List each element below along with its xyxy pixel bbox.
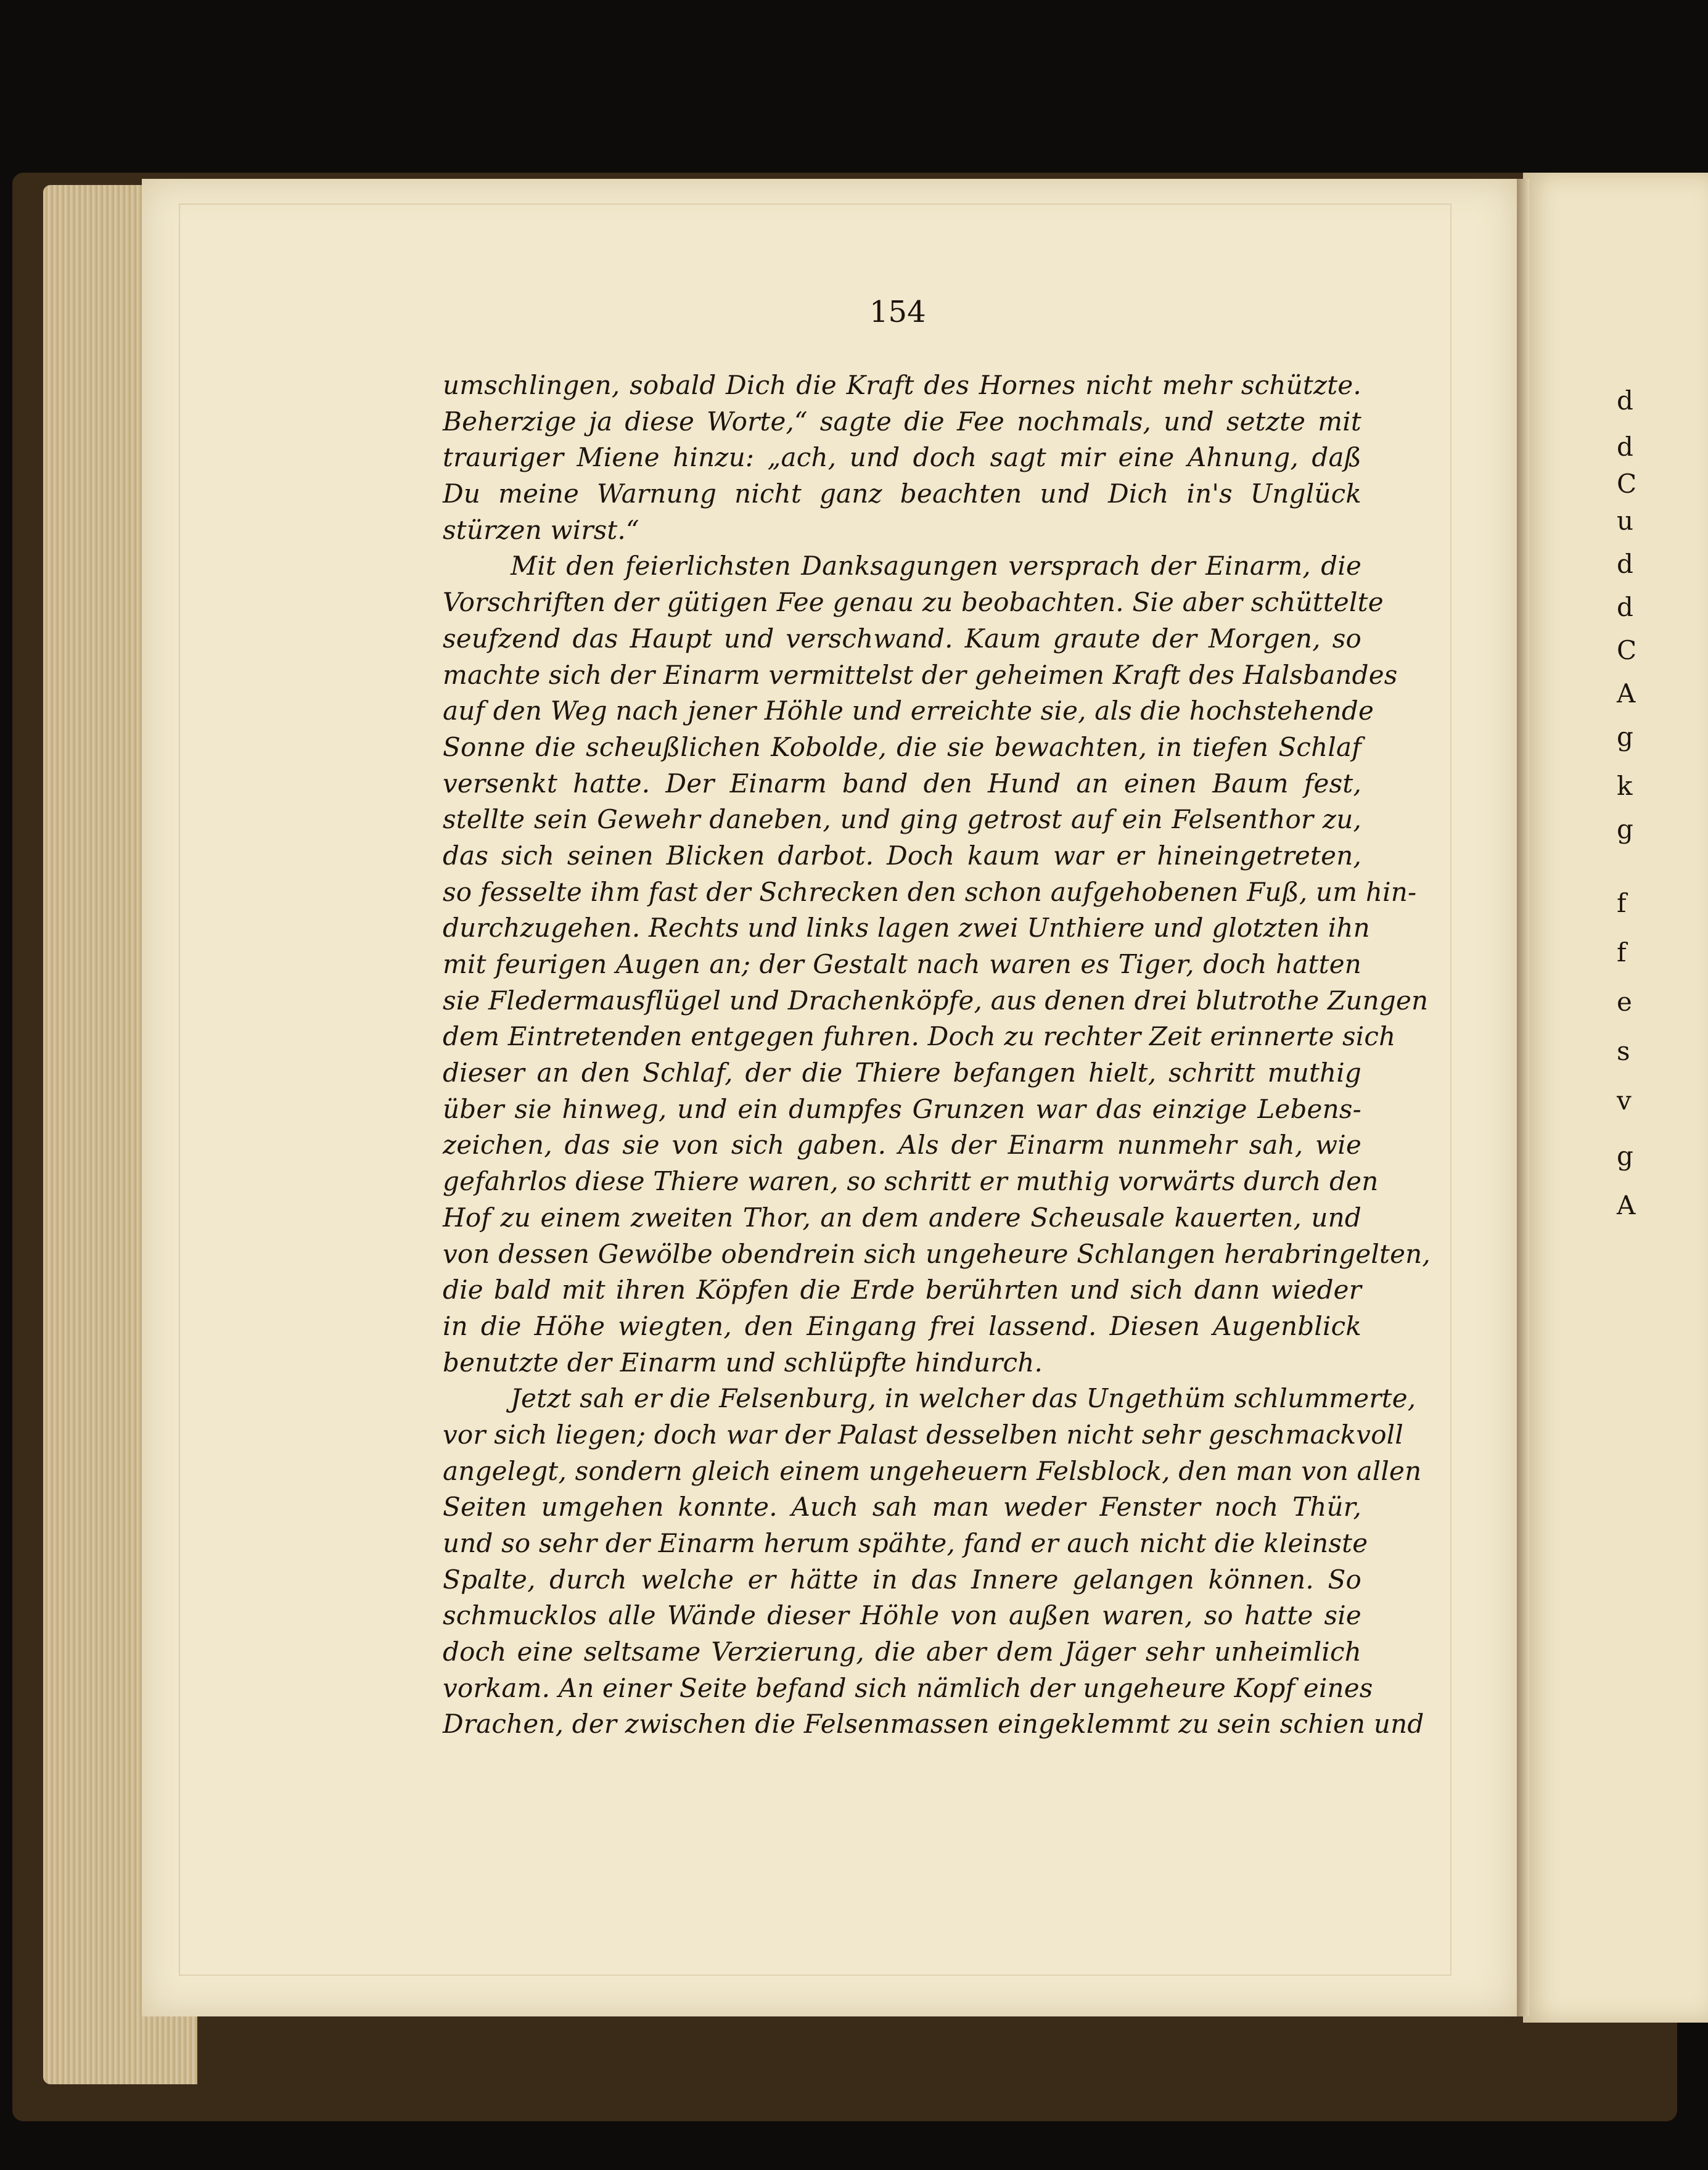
next-page-fragment: C bbox=[1617, 469, 1637, 499]
next-page-fragment: s bbox=[1617, 1036, 1630, 1066]
page-number: 154 bbox=[869, 295, 926, 329]
text-line: Sonne die scheußlichen Kobolde, die sie bewachten, in tiefen Schlaf bbox=[443, 731, 1361, 762]
text-line: von dessen Gewölbe obendrein sich ungeheure Schlangen herabringelten, bbox=[443, 1238, 1431, 1269]
next-page-fragment: C bbox=[1617, 635, 1637, 665]
next-page-fragment: d bbox=[1617, 549, 1633, 579]
text-line: Drachen, der zwischen die Felsenmassen eingeklemmt zu sein schien und bbox=[443, 1709, 1424, 1740]
text-line: stürzen wirst.“ bbox=[443, 514, 639, 545]
text-line: so fesselte ihm fast der Schrecken den schon aufgehobenen Fuß, um hin- bbox=[443, 876, 1417, 907]
next-page-fragment: d bbox=[1617, 385, 1633, 416]
next-page-fragment: f bbox=[1617, 937, 1627, 968]
text-line: durchzugehen. Rechts und links lagen zwei Unthiere und glotzten ihn bbox=[443, 913, 1370, 943]
next-page-fragment: u bbox=[1617, 506, 1634, 536]
text-line: machte sich der Einarm vermittelst der geheimen Kraft des Halsbandes bbox=[443, 659, 1398, 690]
next-page-fragment: v bbox=[1617, 1085, 1632, 1116]
text-line: benutzte der Einarm und schlüpfte hindurch. bbox=[443, 1347, 1043, 1378]
text-line: vorkam. An einer Seite befand sich nämlich der ungeheure Kopf eines bbox=[443, 1672, 1373, 1703]
body-text bbox=[443, 368, 1431, 1743]
next-page-fragment: d bbox=[1617, 592, 1633, 622]
next-page-fragment: d bbox=[1617, 432, 1633, 462]
text-line: in die Höhe wiegten, den Eingang frei lassend. Diesen Augenblick bbox=[443, 1310, 1361, 1341]
next-page-fragment: e bbox=[1617, 987, 1632, 1017]
text-line: Mit den feierlichsten Danksagungen versprach der Einarm, die bbox=[511, 551, 1361, 582]
next-page-fragment: f bbox=[1617, 888, 1627, 918]
text-line: Jetzt sah er die Felsenburg, in welcher das Ungethüm schlummerte, bbox=[511, 1383, 1416, 1414]
next-page-fragment: g bbox=[1617, 721, 1633, 752]
text-line: das sich seinen Blicken darbot. Doch kaum war er hineingetreten, bbox=[443, 840, 1361, 871]
text-line: auf den Weg nach jener Höhle und erreichte sie, als die hochstehende bbox=[443, 696, 1374, 726]
text-line: versenkt hatte. Der Einarm band den Hund an einen Baum fest, bbox=[443, 768, 1361, 799]
text-line: Spalte, durch welche er hätte in das Innere gelangen können. So bbox=[443, 1564, 1361, 1595]
text-line: seufzend das Haupt und verschwand. Kaum graute der Morgen, so bbox=[443, 623, 1361, 654]
text-line: dem Eintretenden entgegen fuhren. Doch zu rechter Zeit erinnerte sich bbox=[443, 1021, 1396, 1052]
paragraph bbox=[443, 548, 1431, 1381]
text-line: schmucklos alle Wände dieser Höhle von außen waren, so hatte sie bbox=[443, 1600, 1361, 1631]
text-line: Hof zu einem zweiten Thor, an dem andere Scheusale kauerten, und bbox=[443, 1202, 1361, 1233]
text-line: dieser an den Schlaf, der die Thiere befangen hielt, schritt muthig bbox=[443, 1058, 1361, 1088]
text-line: die bald mit ihren Köpfen die Erde berührten und sich dann wieder bbox=[443, 1275, 1361, 1305]
next-page-fragment: k bbox=[1617, 771, 1633, 801]
text-line: doch eine seltsame Verzierung, die aber dem Jäger sehr unheimlich bbox=[443, 1637, 1361, 1667]
text-line: Seiten umgehen konnte. Auch sah man weder Fenster noch Thür, bbox=[443, 1492, 1361, 1523]
text-line: stellte sein Gewehr daneben, und ging getrost auf ein Felsenthor zu, bbox=[443, 804, 1361, 835]
next-page-fragment: A bbox=[1617, 678, 1636, 709]
text-line: sie Fledermausflügel und Drachenköpfe, aus denen drei blutrothe Zungen bbox=[443, 985, 1429, 1016]
text-line: umschlingen, sobald Dich die Kraft des Hornes nicht mehr schützte. bbox=[443, 370, 1361, 400]
text-line: angelegt, sondern gleich einem ungeheuern Felsblock, den man von allen bbox=[443, 1455, 1422, 1486]
text-line: Beherzige ja diese Worte,“ sagte die Fee nochmals, und setzte mit bbox=[443, 406, 1361, 437]
text-line: trauriger Miene hinzu: „ach, und doch sagt mir eine Ahnung, daß bbox=[443, 442, 1361, 473]
text-line: über sie hinweg, und ein dumpfes Grunzen war das einzige Lebens- bbox=[443, 1093, 1361, 1124]
text-line: und so sehr der Einarm herum spähte, fand er auch nicht die kleinste bbox=[443, 1528, 1368, 1558]
next-page-fragment: g bbox=[1617, 814, 1633, 844]
paragraph bbox=[443, 1381, 1424, 1743]
text-line: vor sich liegen; doch war der Palast desselben nicht sehr geschmackvoll bbox=[443, 1419, 1403, 1450]
paragraph bbox=[443, 368, 1361, 548]
next-page bbox=[1523, 173, 1708, 2023]
text-line: zeichen, das sie von sich gaben. Als der Einarm nunmehr sah, wie bbox=[443, 1130, 1361, 1161]
text-line: Du meine Warnung nicht ganz beachten und Dich in's Unglück bbox=[443, 479, 1361, 509]
next-page-fragment: g bbox=[1617, 1141, 1633, 1171]
next-page-fragment: A bbox=[1617, 1190, 1636, 1220]
text-line: mit feurigen Augen an; der Gestalt nach waren es Tiger, doch hatten bbox=[443, 949, 1361, 979]
text-line: gefahrlos diese Thiere waren, so schritt er muthig vorwärts durch den bbox=[443, 1166, 1379, 1197]
text-line: Vorschriften der gütigen Fee genau zu beobachten. Sie aber schüttelte bbox=[443, 587, 1384, 618]
